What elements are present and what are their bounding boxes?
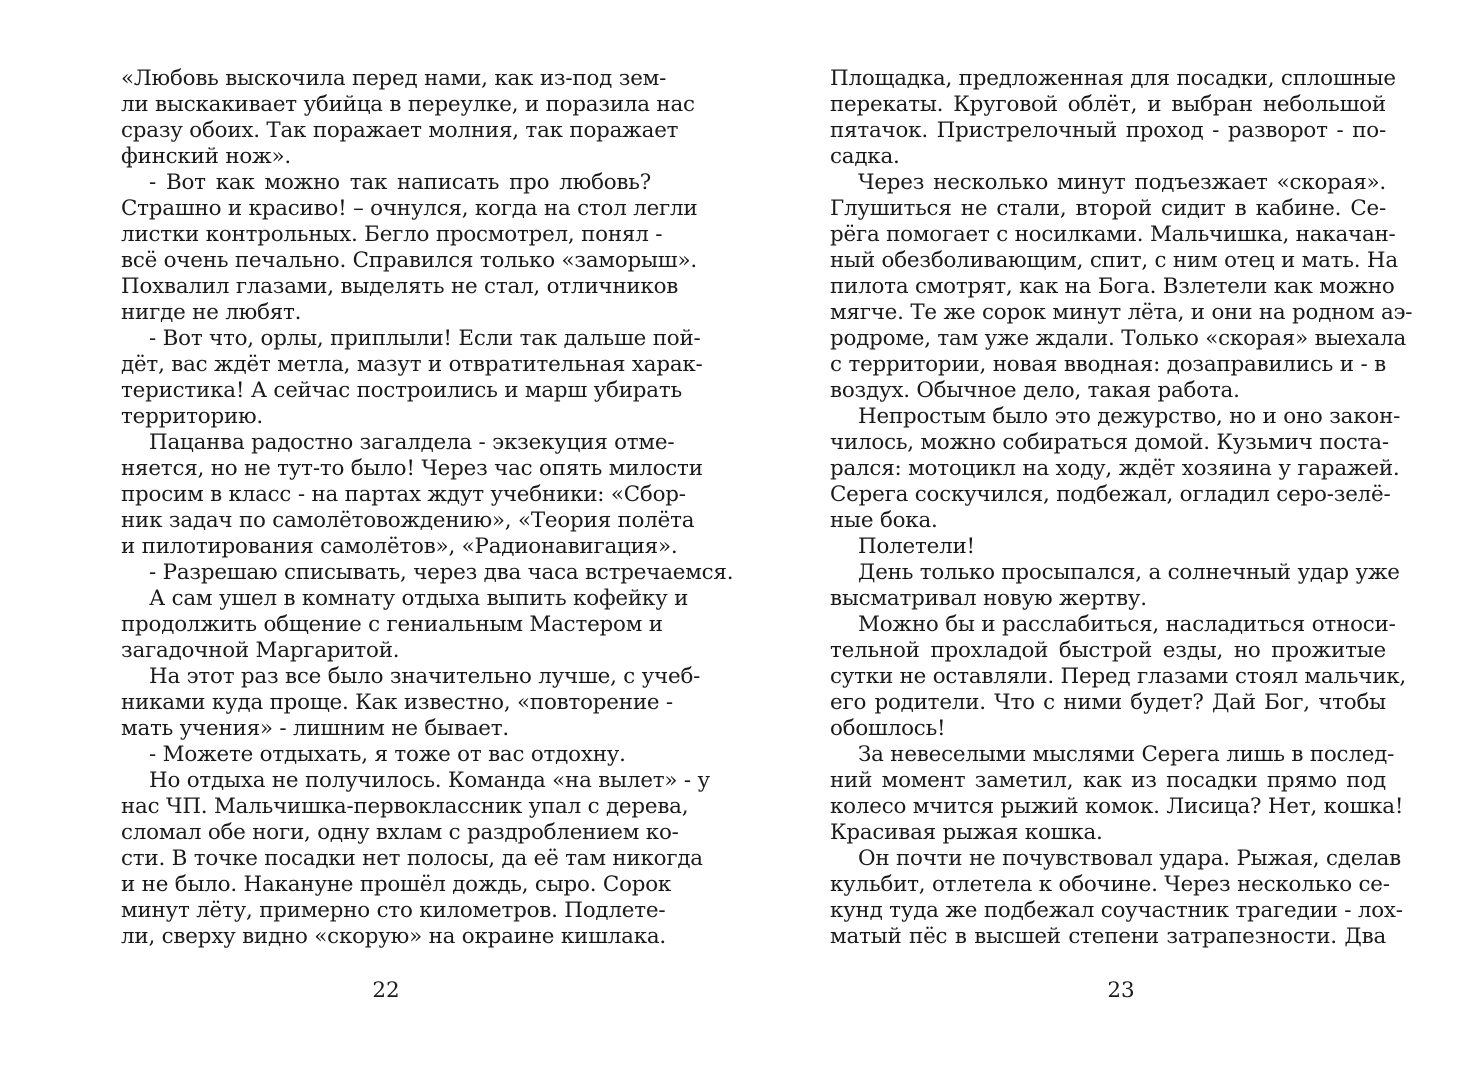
text-line: продолжить общение с гениальным Мастером и xyxy=(121,612,663,637)
text-line: ний момент заметил, как из посадки прямо под xyxy=(830,768,1386,793)
text-line: Полетели! xyxy=(858,534,975,559)
text-line: колесо мчится рыжий комок. Лисица? Нет, кошка! xyxy=(830,794,1404,819)
text-line: День только просыпался, а солнечный удар уже xyxy=(858,560,1400,585)
text-line: и пилотирования самолётов», «Радионавигация». xyxy=(121,534,678,559)
text-line: ник задач по самолётовождению», «Теория полёта xyxy=(121,508,695,533)
text-line: - Разрешаю списывать, через два часа встречаемся. xyxy=(149,560,734,585)
text-line: высматривал новую жертву. xyxy=(830,586,1147,611)
text-line: территорию. xyxy=(121,404,264,429)
text-line: - Вот что, орлы, приплыли! Если так дальше пой- xyxy=(149,326,701,351)
text-line: его родители. Что с ними будет? Дай Бог, чтобы xyxy=(830,690,1386,715)
text-line: Глушиться не стали, второй сидит в кабине. Се- xyxy=(830,196,1386,221)
text-line: ный обезболивающим, спит, с ним отец и мать. На xyxy=(830,248,1398,273)
text-line: ные бока. xyxy=(830,508,938,533)
text-line: родроме, там уже ждали. Только «скорая» выехала xyxy=(830,326,1407,351)
left-page-number: 22 xyxy=(372,978,400,1003)
text-line: пятачок. Пристрелочный проход - разворот - по- xyxy=(830,118,1386,143)
text-line: - Вот как можно так написать про любовь? xyxy=(149,170,651,195)
text-line: садка. xyxy=(830,144,900,169)
text-line: няется, но не тут-то было! Через час опять милости xyxy=(121,456,703,481)
text-line: матый пёс в высшей степени затрапезности. Два xyxy=(830,924,1386,949)
text-line: рался: мотоцикл на ходу, ждёт хозяина у гаражей. xyxy=(830,456,1400,481)
text-line: просим в класс - на партах ждут учебники: «Сбор- xyxy=(121,482,686,507)
text-line: кульбит, отлетела к обочине. Через несколько се- xyxy=(830,872,1390,897)
text-line: сломал обе ноги, одну вхлам с раздроблением ко- xyxy=(121,820,679,845)
text-line: Пацанва радостно загалдела - экзекуция отме- xyxy=(149,430,675,455)
text-line: Страшно и красиво! – очнулся, когда на стол легли xyxy=(121,196,698,221)
right-page-text xyxy=(830,66,1413,950)
text-line: За невеселыми мыслями Серега лишь в послед- xyxy=(858,742,1395,767)
text-line: «Любовь выскочила перед нами, как из-под зем- xyxy=(121,66,667,91)
text-line: Но отдыха не получилось. Команда «на вылет» - у xyxy=(149,768,710,793)
text-line: Он почти не почувствовал удара. Рыжая, сделав xyxy=(858,846,1401,871)
text-line: нигде не любят. xyxy=(121,300,302,325)
text-line: - Можете отдыхать, я тоже от вас отдохну. xyxy=(149,742,626,767)
text-line: Серега соскучился, подбежал, огладил серо-зелё- xyxy=(830,482,1391,507)
text-line: рёга помогает с носилками. Мальчишка, накачан- xyxy=(830,222,1396,247)
text-line: А сам ушел в комнату отдыха выпить кофейку и xyxy=(149,586,689,611)
text-line: загадочной Маргаритой. xyxy=(121,638,400,663)
text-line: дёт, вас ждёт метла, мазут и отвратительная харак- xyxy=(121,352,703,377)
text-line: пилота смотрят, как на Бога. Взлетели как можно xyxy=(830,274,1395,299)
left-page-text xyxy=(121,66,734,950)
text-line: с территории, новая вводная: дозаправились и - в xyxy=(830,352,1386,377)
text-line: сутки не оставляли. Перед глазами стоял мальчик, xyxy=(830,664,1407,689)
text-line: ли, сверху видно «скорую» на окраине кишлака. xyxy=(121,924,667,949)
text-line: ли выскакивает убийца в переулке, и поразила нас xyxy=(121,92,695,117)
text-line: финский нож». xyxy=(121,144,292,169)
text-line: и не было. Накануне прошёл дождь, сыро. Сорок xyxy=(121,872,672,897)
text-line: обошлось! xyxy=(830,716,946,741)
text-line: минут лёту, примерно сто километров. Подлете- xyxy=(121,898,666,923)
text-line: сразу обоих. Так поражает молния, так поражает xyxy=(121,118,679,143)
right-page-number: 23 xyxy=(1107,978,1135,1003)
text-line: чилось, можно собираться домой. Кузьмич поста- xyxy=(830,430,1389,455)
text-line: нас ЧП. Мальчишка-первоклассник упал с дерева, xyxy=(121,794,689,819)
text-line: всё очень печально. Справился только «заморыш». xyxy=(121,248,697,273)
text-line: На этот раз все было значительно лучше, с учеб- xyxy=(149,664,701,689)
text-line: мать учения» - лишним не бывает. xyxy=(121,716,509,741)
text-line: кунд туда же подбежал соучастник трагедии - лох- xyxy=(830,898,1403,923)
text-line: сти. В точке посадки нет полосы, да её там никогда xyxy=(121,846,703,871)
text-line: мягче. Те же сорок минут лёта, и они на родном аэ- xyxy=(830,300,1413,325)
text-line: теристика! А сейчас построились и марш убирать xyxy=(121,378,682,403)
text-line: тельной прохладой быстрой езды, но прожитые xyxy=(830,638,1386,663)
text-line: Через несколько минут подъезжает «скорая». xyxy=(858,170,1386,195)
text-line: Непростым было это дежурство, но и оно закон- xyxy=(858,404,1401,429)
text-line: перекаты. Круговой облёт, и выбран небольшой xyxy=(830,92,1386,117)
text-line: Красивая рыжая кошка. xyxy=(830,820,1103,845)
text-line: листки контрольных. Бегло просмотрел, понял - xyxy=(121,222,663,247)
text-line: Площадка, предложенная для посадки, сплошные xyxy=(830,66,1396,91)
text-line: воздух. Обычное дело, такая работа. xyxy=(830,378,1240,403)
text-line: Можно бы и расслабиться, насладиться относи- xyxy=(858,612,1396,637)
text-line: Похвалил глазами, выделять не стал, отличников xyxy=(121,274,679,299)
text-line: никами куда проще. Как известно, «повторение - xyxy=(121,690,673,715)
